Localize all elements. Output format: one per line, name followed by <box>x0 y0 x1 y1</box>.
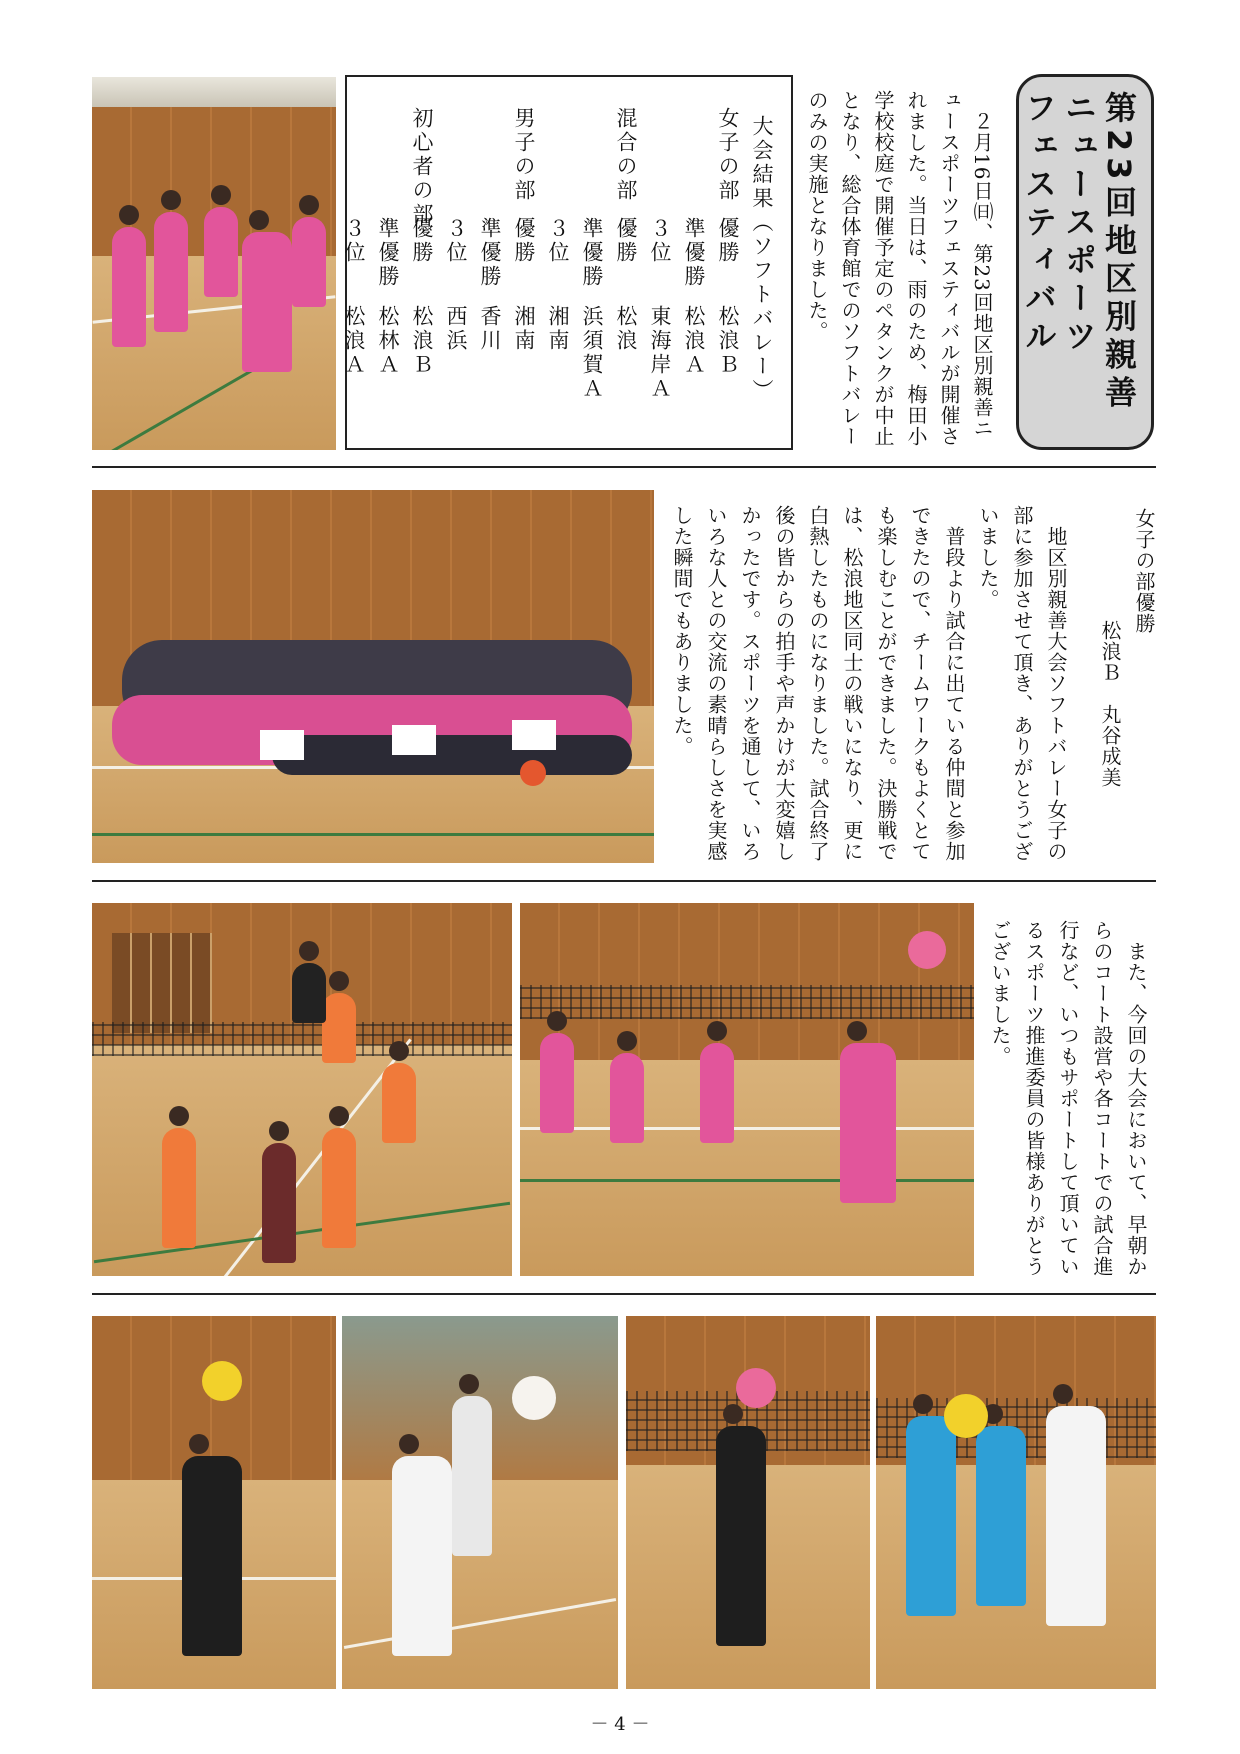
division-name: 初心者の部 <box>410 107 434 227</box>
comment-body: 地区別親善大会ソフトバレー女子の 部に参加させて頂き、ありがとうござ いました。 普段より試合に出ている仲間と参加 できたので、チームワークもよくとて も楽しむことができました。決勝戦で は、松浪地区同士の戦いになり、更に 白熱したものになりました。試合終了 後の皆からの拍手や声かけが大変嬉し かったです。スポーツを通して、いろ いろな人との交流の素晴らしさを実感 した瞬間でもありました。 <box>670 505 1068 862</box>
photo-woman-setting <box>626 1316 870 1689</box>
team: 西浜 <box>444 305 468 353</box>
results-heading: 大会結果（ソフトバレー） <box>750 115 774 403</box>
rank: 準優勝 <box>682 217 706 289</box>
team: 松浪Ａ <box>342 305 366 377</box>
title-line-2: ニュースポーツ <box>1060 91 1098 357</box>
team: 松浪Ｂ <box>410 305 434 377</box>
rank: ３位 <box>648 217 672 265</box>
rank: 準優勝 <box>376 217 400 289</box>
title-line-1: 第23回地区別親善 <box>1100 91 1138 414</box>
team: 松浪 <box>614 305 638 353</box>
team: 松浪Ａ <box>682 305 706 377</box>
rank: 優勝 <box>716 217 740 265</box>
results-box <box>342 75 793 450</box>
photo-pink-team <box>520 903 974 1276</box>
photo-celebration <box>92 77 336 450</box>
division-name: 混合の部 <box>614 107 638 203</box>
rank: 準優勝 <box>478 217 502 289</box>
rank: 優勝 <box>614 217 638 265</box>
division-name: 女子の部 <box>716 107 740 203</box>
team: 湘南 <box>546 305 570 353</box>
rank: 優勝 <box>410 217 434 265</box>
team: 東海岸Ａ <box>648 305 672 401</box>
photo-woman-receive <box>342 1316 618 1689</box>
team: 香川 <box>478 305 502 353</box>
rank: 準優勝 <box>580 217 604 289</box>
rank: ３位 <box>342 217 366 265</box>
title-line-3: フェスティバル <box>1020 91 1058 357</box>
rank: ３位 <box>444 217 468 265</box>
comment-heading: 女子の部優勝 <box>1132 508 1156 634</box>
page-number: － 4 － <box>590 1714 650 1735</box>
photo-man-setting <box>92 1316 336 1689</box>
intro-text: ２月16日㈰、第23回地区別親善ニ ュースポーツフェスティバルが開催さ れました。当日は、雨のため、梅田小 学校校庭で開催予定のペタンクが中止 となり、総合体育館でのソフトバレー のみの実施となりました。 <box>805 90 994 447</box>
photo-orange-team <box>92 903 512 1276</box>
team: 湘南 <box>512 305 536 353</box>
team: 浜須賀Ａ <box>580 305 604 401</box>
comment-author: 松浪Ｂ 丸谷成美 <box>1098 620 1122 788</box>
title-box <box>1016 74 1154 450</box>
photo-group <box>92 490 654 863</box>
team: 松林Ａ <box>376 305 400 377</box>
photo-block-at-net <box>876 1316 1156 1689</box>
thanks-text: また、今回の大会において、早朝か らのコート設営や各コートでの試合進 行など、いつもサポートして頂いてい るスポーツ推進委員の皆様ありがとう ございました。 <box>988 920 1148 1277</box>
rank: 優勝 <box>512 217 536 265</box>
team: 松浪Ｂ <box>716 305 740 377</box>
rank: ３位 <box>546 217 570 265</box>
division-name: 男子の部 <box>512 107 536 203</box>
